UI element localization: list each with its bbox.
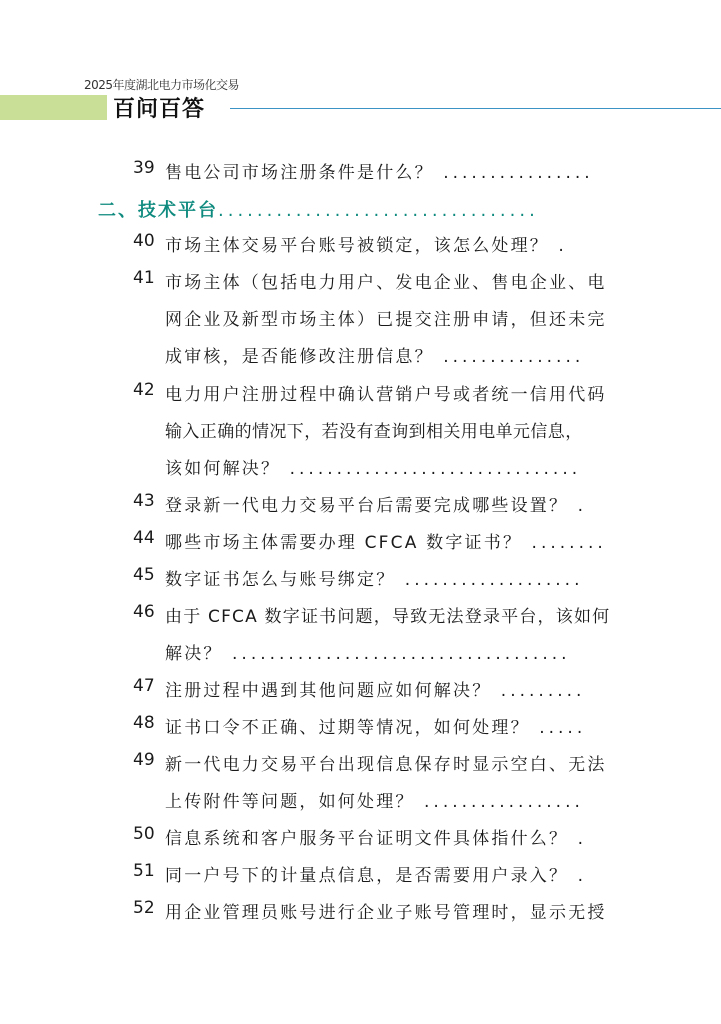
toc-entry-title: 证书口令不正确、过期等情况，如何处理？ ..... (165, 718, 587, 738)
toc-entry-title: 数字证书怎么与账号绑定？ ................... (165, 570, 584, 590)
toc-entry-title: 用企业管理员账号进行企业子账号管理时，显示无授 (165, 903, 607, 923)
toc-entry-number: 52 (133, 898, 155, 918)
toc-entry-number: 47 (133, 676, 155, 696)
toc-entry-number: 46 (133, 602, 155, 622)
toc-entry-title: 信息系统和客户服务平台证明文件具体指什么？ . (165, 829, 588, 849)
brand-title: 百问百答 (113, 97, 206, 122)
toc-entry-number: 51 (133, 861, 155, 881)
toc-entry-title: 成审核，是否能修改注册信息？ ............... (165, 347, 585, 367)
toc-entry-title: 解决？ .................................... (165, 644, 571, 664)
toc-entry-number: 48 (133, 713, 155, 733)
toc-entry-title: 注册过程中遇到其他问题应如何解决？ ......... (165, 681, 586, 701)
toc-entry-title: 新一代电力交易平台出现信息保存时显示空白、无法 (165, 755, 607, 775)
toc-entry-title: 输入正确的情况下，若没有查询到相关用电单元信息， (165, 422, 583, 442)
toc-entry-title: 登录新一代电力交易平台后需要完成哪些设置？ . (165, 496, 588, 516)
toc-entry-title: 由于 CFCA 数字证书问题，导致无法登录平台，该如何 (165, 607, 611, 627)
toc-entry-number: 49 (133, 750, 155, 770)
toc-entry-number: 42 (133, 380, 155, 400)
toc-entry-number: 39 (133, 158, 155, 178)
toc-entry-number: 43 (133, 491, 155, 511)
section-title: 二、技术平台................................. (98, 200, 539, 221)
running-head: 2025年度湖北电力市场化交易 (84, 78, 240, 92)
toc-entry-title: 哪些市场主体需要办理 CFCA 数字证书？ ........ (165, 533, 607, 553)
toc-entry-number: 45 (133, 565, 155, 585)
toc-entry-number: 50 (133, 824, 155, 844)
toc-entry-title: 电力用户注册过程中确认营销户号或者统一信用代码 (165, 385, 607, 405)
toc-entry-title: 网企业及新型市场主体）已提交注册申请，但还未完 (165, 310, 607, 330)
toc-entry-title: 同一户号下的计量点信息，是否需要用户录入？ . (165, 866, 588, 886)
toc-entry-number: 40 (133, 231, 155, 251)
toc-entry-number: 41 (133, 268, 155, 288)
toc-entry-title: 市场主体交易平台账号被锁定，该怎么处理？ . (165, 236, 568, 256)
toc-entry-title: 市场主体（包括电力用户、发电企业、售电企业、电 (165, 273, 607, 293)
toc-entry-title: 上传附件等问题，如何处理？ ................. (165, 792, 584, 812)
toc-entry-number: 44 (133, 528, 155, 548)
toc-entry-title: 售电公司市场注册条件是什么？ ................ (165, 163, 594, 183)
toc-entry-title: 该如何解决？ ............................... (165, 459, 582, 479)
